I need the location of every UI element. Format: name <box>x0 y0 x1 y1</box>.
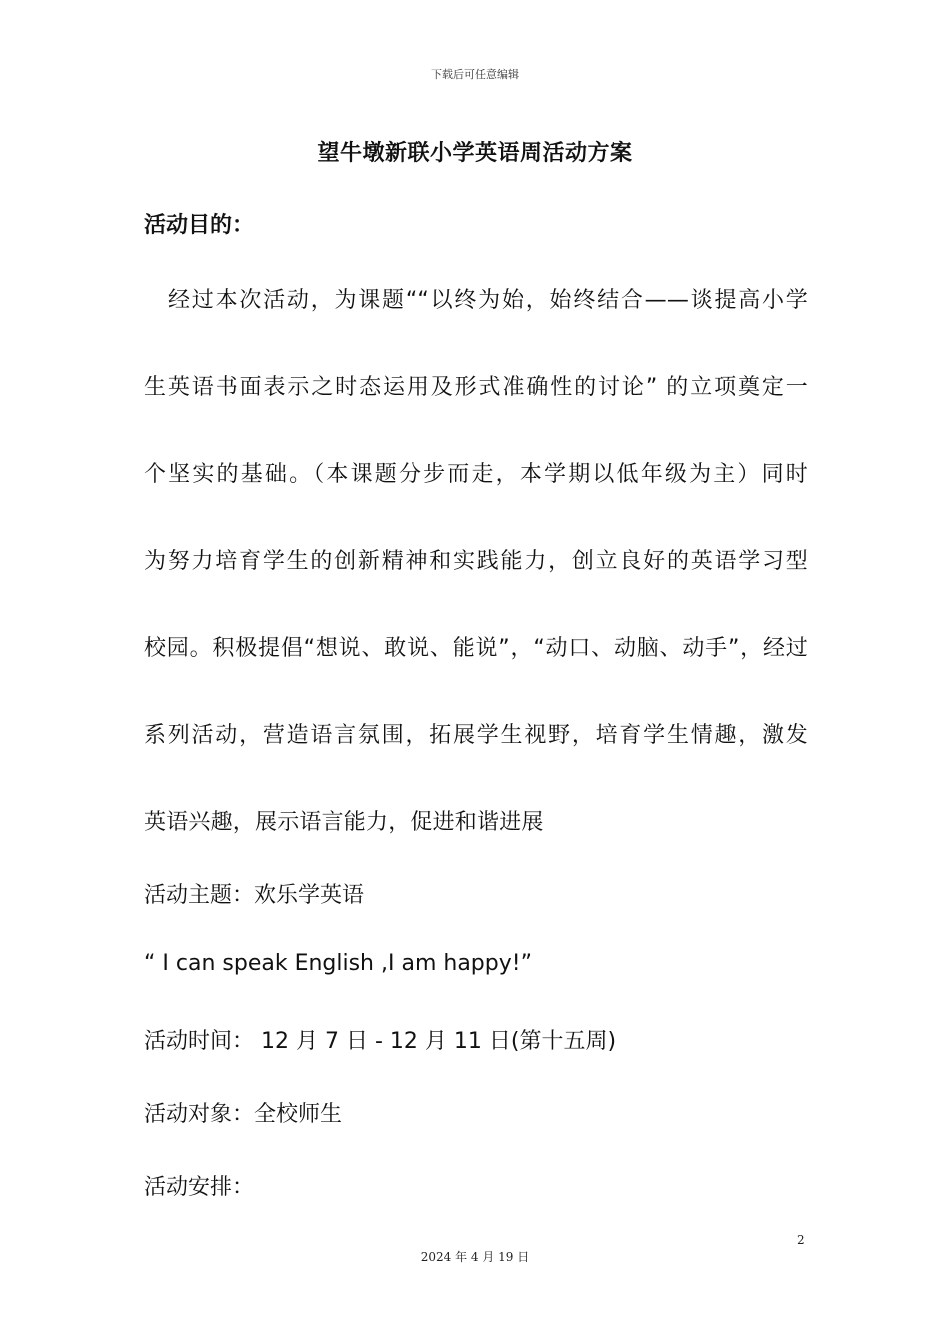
purpose-line: 系列活动，营造语言氛围，拓展学生视野，培育学生情趣，激发 <box>144 723 808 748</box>
page-number: 2 <box>797 1233 805 1247</box>
purpose-heading: 活动目的： <box>144 213 255 238</box>
activity-slogan: “ I can speak English ,I am happy!” <box>144 951 532 976</box>
purpose-line: 经过本次活动，为课题““以终为始，始终结合——谈提高小学 <box>168 288 808 313</box>
footer-date: 2024 年 4 月 19 日 <box>420 1250 530 1264</box>
activity-theme: 活动主题：欢乐学英语 <box>144 883 365 908</box>
purpose-line: 英语兴趣，展示语言能力，促进和谐进展 <box>144 810 544 835</box>
activity-time: 活动时间： 12 月 7 日 - 12 月 11 日(第十五周) <box>144 1029 617 1054</box>
purpose-line: 为努力培育学生的创新精神和实践能力，创立良好的英语学习型 <box>144 549 808 574</box>
document-title: 望牛墩新联小学英语周活动方案 <box>317 141 633 166</box>
purpose-line: 个坚实的基础。（本课题分步而走，本学期以低年级为主）同时 <box>144 462 808 487</box>
header-note: 下载后可任意编辑 <box>431 68 519 81</box>
purpose-line: 生英语书面表示之时态运用及形式准确性的讨论” 的立项奠定一 <box>144 375 808 400</box>
activity-audience: 活动对象：全校师生 <box>144 1102 343 1127</box>
activity-arrangement: 活动安排： <box>144 1175 255 1200</box>
purpose-line: 校园。积极提倡“想说、敢说、能说”，“动口、动脑、动手”，经过 <box>144 636 808 661</box>
